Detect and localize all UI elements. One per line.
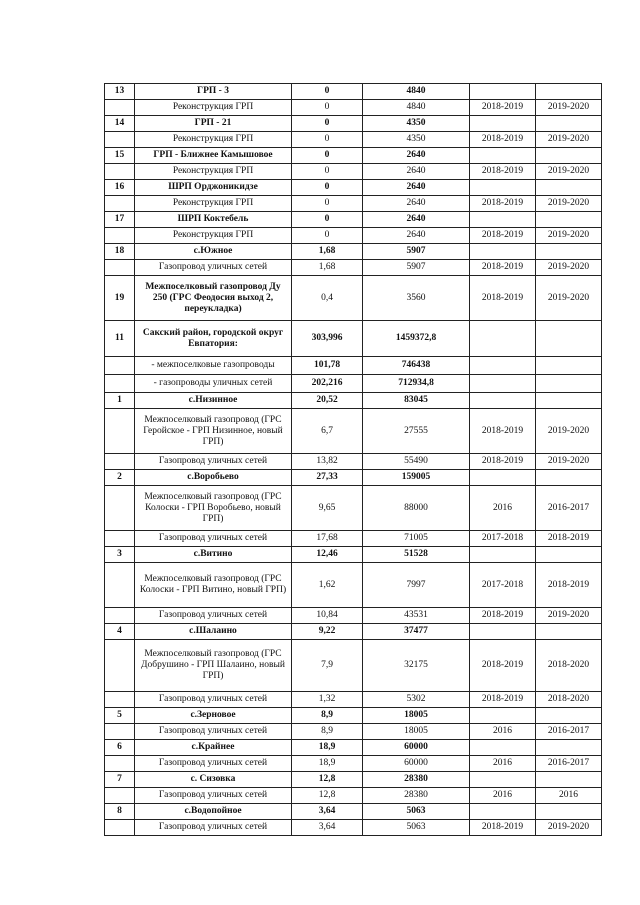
table-row <box>105 180 602 196</box>
row-number-cell <box>105 375 135 393</box>
table-row <box>105 116 602 132</box>
design-years-cell: 2018-2019 <box>470 228 536 244</box>
design-years-cell: 2018-2019 <box>470 196 536 212</box>
object-name-cell: Газопровод уличных сетей <box>135 454 292 470</box>
cost-cell: 4350 <box>363 116 470 132</box>
table-row <box>105 624 602 640</box>
length-km-cell: 12,46 <box>292 547 363 563</box>
row-number-cell <box>105 756 135 772</box>
table-row <box>105 740 602 756</box>
build-years-cell: 2016 <box>536 788 602 804</box>
design-years-cell <box>470 357 536 375</box>
length-km-cell: 0 <box>292 228 363 244</box>
design-years-cell: 2016 <box>470 788 536 804</box>
build-years-cell <box>536 321 602 357</box>
object-name-cell: с.Зерновое <box>135 708 292 724</box>
length-km-cell: 0 <box>292 212 363 228</box>
row-number-cell: 8 <box>105 804 135 820</box>
cost-cell: 5907 <box>363 244 470 260</box>
table-row <box>105 531 602 547</box>
design-years-cell <box>470 116 536 132</box>
build-years-cell <box>536 804 602 820</box>
design-years-cell: 2016 <box>470 486 536 531</box>
length-km-cell: 0 <box>292 132 363 148</box>
object-name-cell: ГРП - Ближнее Камышовое <box>135 148 292 164</box>
design-years-cell: 2018-2019 <box>470 164 536 180</box>
build-years-cell <box>536 547 602 563</box>
table-row <box>105 196 602 212</box>
row-number-cell <box>105 100 135 116</box>
object-name-cell: Сакский район, городской округ Евпатория: <box>135 321 292 357</box>
cost-cell: 28380 <box>363 772 470 788</box>
build-years-cell: 2019-2020 <box>536 454 602 470</box>
object-name-cell: с.Витино <box>135 547 292 563</box>
length-km-cell: 8,9 <box>292 724 363 740</box>
length-km-cell: 13,82 <box>292 454 363 470</box>
build-years-cell <box>536 244 602 260</box>
object-name-cell: Реконструкция ГРП <box>135 228 292 244</box>
cost-cell: 5907 <box>363 260 470 276</box>
row-number-cell: 3 <box>105 547 135 563</box>
table-row <box>105 100 602 116</box>
object-name-cell: ГРП - 3 <box>135 84 292 100</box>
table-row <box>105 804 602 820</box>
design-years-cell: 2018-2019 <box>470 260 536 276</box>
length-km-cell: 3,64 <box>292 804 363 820</box>
table-row <box>105 486 602 531</box>
table-row <box>105 547 602 563</box>
table-row <box>105 84 602 100</box>
cost-cell: 159005 <box>363 470 470 486</box>
cost-cell: 37477 <box>363 624 470 640</box>
cost-cell: 2640 <box>363 212 470 228</box>
design-years-cell: 2018-2019 <box>470 454 536 470</box>
row-number-cell <box>105 196 135 212</box>
length-km-cell: 202,216 <box>292 375 363 393</box>
length-km-cell: 1,68 <box>292 244 363 260</box>
design-years-cell <box>470 212 536 228</box>
object-name-cell: Реконструкция ГРП <box>135 164 292 180</box>
row-number-cell: 6 <box>105 740 135 756</box>
design-years-cell <box>470 393 536 409</box>
object-name-cell: с.Водопойное <box>135 804 292 820</box>
design-years-cell: 2017-2018 <box>470 531 536 547</box>
build-years-cell: 2018-2020 <box>536 640 602 692</box>
row-number-cell <box>105 531 135 547</box>
cost-cell: 5063 <box>363 820 470 836</box>
length-km-cell: 17,68 <box>292 531 363 547</box>
build-years-cell: 2019-2020 <box>536 820 602 836</box>
length-km-cell: 12,8 <box>292 772 363 788</box>
row-number-cell <box>105 164 135 180</box>
design-years-cell <box>470 321 536 357</box>
design-years-cell: 2017-2018 <box>470 563 536 608</box>
length-km-cell: 303,996 <box>292 321 363 357</box>
build-years-cell <box>536 148 602 164</box>
length-km-cell: 10,84 <box>292 608 363 624</box>
build-years-cell: 2018-2019 <box>536 563 602 608</box>
design-years-cell <box>470 244 536 260</box>
design-years-cell <box>470 148 536 164</box>
build-years-cell <box>536 624 602 640</box>
object-name-cell: ШРП Коктебель <box>135 212 292 228</box>
row-number-cell <box>105 409 135 454</box>
design-years-cell <box>470 547 536 563</box>
build-years-cell: 2019-2020 <box>536 608 602 624</box>
length-km-cell: 3,64 <box>292 820 363 836</box>
row-number-cell <box>105 563 135 608</box>
row-number-cell: 7 <box>105 772 135 788</box>
length-km-cell: 1,62 <box>292 563 363 608</box>
cost-cell: 7997 <box>363 563 470 608</box>
object-name-cell: Газопровод уличных сетей <box>135 788 292 804</box>
design-years-cell <box>470 804 536 820</box>
length-km-cell: 9,22 <box>292 624 363 640</box>
table-row <box>105 608 602 624</box>
build-years-cell: 2019-2020 <box>536 228 602 244</box>
cost-cell: 712934,8 <box>363 375 470 393</box>
row-number-cell <box>105 608 135 624</box>
object-name-cell: Реконструкция ГРП <box>135 100 292 116</box>
cost-cell: 2640 <box>363 196 470 212</box>
table-row <box>105 276 602 321</box>
row-number-cell: 11 <box>105 321 135 357</box>
design-years-cell <box>470 84 536 100</box>
table-row <box>105 820 602 836</box>
design-years-cell <box>470 772 536 788</box>
design-years-cell: 2016 <box>470 756 536 772</box>
build-years-cell: 2019-2020 <box>536 409 602 454</box>
length-km-cell: 0 <box>292 100 363 116</box>
cost-cell: 2640 <box>363 148 470 164</box>
build-years-cell <box>536 357 602 375</box>
build-years-cell <box>536 708 602 724</box>
object-name-cell: Межпоселковый газопровод (ГРС Добрушино - ГРП Шалаино, новый ГРП) <box>135 640 292 692</box>
design-years-cell: 2018-2019 <box>470 409 536 454</box>
design-years-cell: 2018-2019 <box>470 692 536 708</box>
length-km-cell: 1,32 <box>292 692 363 708</box>
table-row <box>105 375 602 393</box>
row-number-cell: 14 <box>105 116 135 132</box>
length-km-cell: 6,7 <box>292 409 363 454</box>
cost-cell: 88000 <box>363 486 470 531</box>
cost-cell: 27555 <box>363 409 470 454</box>
build-years-cell <box>536 772 602 788</box>
row-number-cell: 15 <box>105 148 135 164</box>
table-row <box>105 244 602 260</box>
object-name-cell: Межпоселковый газопровод Ду 250 (ГРС Феодосия выход 2, переукладка) <box>135 276 292 321</box>
design-years-cell <box>470 470 536 486</box>
cost-cell: 43531 <box>363 608 470 624</box>
design-years-cell: 2018-2019 <box>470 640 536 692</box>
cost-cell: 60000 <box>363 740 470 756</box>
row-number-cell <box>105 788 135 804</box>
build-years-cell: 2018-2019 <box>536 531 602 547</box>
length-km-cell: 0 <box>292 148 363 164</box>
object-name-cell: Реконструкция ГРП <box>135 132 292 148</box>
table-row <box>105 756 602 772</box>
build-years-cell: 2019-2020 <box>536 276 602 321</box>
build-years-cell: 2018-2020 <box>536 692 602 708</box>
table-row <box>105 640 602 692</box>
table-row <box>105 470 602 486</box>
object-name-cell: Газопровод уличных сетей <box>135 608 292 624</box>
cost-cell: 746438 <box>363 357 470 375</box>
table-row <box>105 563 602 608</box>
build-years-cell <box>536 116 602 132</box>
object-name-cell: Газопровод уличных сетей <box>135 692 292 708</box>
object-name-cell: с.Шалаино <box>135 624 292 640</box>
row-number-cell: 16 <box>105 180 135 196</box>
cost-cell: 28380 <box>363 788 470 804</box>
table-row <box>105 357 602 375</box>
gas-pipeline-table <box>104 83 602 836</box>
length-km-cell: 0 <box>292 196 363 212</box>
build-years-cell: 2019-2020 <box>536 100 602 116</box>
object-name-cell: ГРП - 21 <box>135 116 292 132</box>
cost-cell: 5302 <box>363 692 470 708</box>
table-row <box>105 772 602 788</box>
row-number-cell <box>105 454 135 470</box>
table-row <box>105 228 602 244</box>
length-km-cell: 0 <box>292 180 363 196</box>
object-name-cell: Межпоселковый газопровод (ГРС Колоски - ГРП Витино, новый ГРП) <box>135 563 292 608</box>
length-km-cell: 18,9 <box>292 740 363 756</box>
build-years-cell: 2016-2017 <box>536 486 602 531</box>
build-years-cell <box>536 740 602 756</box>
cost-cell: 1459372,8 <box>363 321 470 357</box>
length-km-cell: 8,9 <box>292 708 363 724</box>
design-years-cell <box>470 624 536 640</box>
cost-cell: 4350 <box>363 132 470 148</box>
design-years-cell: 2018-2019 <box>470 132 536 148</box>
cost-cell: 83045 <box>363 393 470 409</box>
length-km-cell: 0 <box>292 84 363 100</box>
design-years-cell: 2018-2019 <box>470 608 536 624</box>
design-years-cell <box>470 375 536 393</box>
table-row <box>105 260 602 276</box>
row-number-cell <box>105 260 135 276</box>
row-number-cell: 19 <box>105 276 135 321</box>
object-name-cell: Межпоселковый газопровод (ГРС Геройское - ГРП Низинное, новый ГРП) <box>135 409 292 454</box>
table-row <box>105 788 602 804</box>
object-name-cell: с.Воробьево <box>135 470 292 486</box>
table-row <box>105 321 602 357</box>
object-name-cell: с.Южное <box>135 244 292 260</box>
build-years-cell <box>536 375 602 393</box>
length-km-cell: 0 <box>292 164 363 180</box>
table-row <box>105 164 602 180</box>
design-years-cell <box>470 180 536 196</box>
row-number-cell: 5 <box>105 708 135 724</box>
row-number-cell <box>105 228 135 244</box>
row-number-cell: 17 <box>105 212 135 228</box>
cost-cell: 3560 <box>363 276 470 321</box>
object-name-cell: Газопровод уличных сетей <box>135 756 292 772</box>
object-name-cell: Реконструкция ГРП <box>135 196 292 212</box>
object-name-cell: с. Сизовка <box>135 772 292 788</box>
cost-cell: 4840 <box>363 84 470 100</box>
row-number-cell: 18 <box>105 244 135 260</box>
design-years-cell: 2018-2019 <box>470 276 536 321</box>
table-row <box>105 724 602 740</box>
build-years-cell: 2019-2020 <box>536 132 602 148</box>
cost-cell: 32175 <box>363 640 470 692</box>
build-years-cell <box>536 393 602 409</box>
cost-cell: 60000 <box>363 756 470 772</box>
object-name-cell: с.Низинное <box>135 393 292 409</box>
table-body <box>105 84 602 836</box>
build-years-cell: 2019-2020 <box>536 196 602 212</box>
row-number-cell <box>105 692 135 708</box>
row-number-cell: 2 <box>105 470 135 486</box>
object-name-cell: - межпоселковые газопроводы <box>135 357 292 375</box>
table-row <box>105 212 602 228</box>
build-years-cell <box>536 84 602 100</box>
row-number-cell: 4 <box>105 624 135 640</box>
object-name-cell: Газопровод уличных сетей <box>135 531 292 547</box>
length-km-cell: 101,78 <box>292 357 363 375</box>
length-km-cell: 12,8 <box>292 788 363 804</box>
length-km-cell: 18,9 <box>292 756 363 772</box>
object-name-cell: с.Крайнее <box>135 740 292 756</box>
object-name-cell: Газопровод уличных сетей <box>135 820 292 836</box>
cost-cell: 51528 <box>363 547 470 563</box>
object-name-cell: ШРП Орджоникидзе <box>135 180 292 196</box>
build-years-cell: 2016-2017 <box>536 756 602 772</box>
build-years-cell <box>536 212 602 228</box>
cost-cell: 5063 <box>363 804 470 820</box>
object-name-cell: - газопроводы уличных сетей <box>135 375 292 393</box>
cost-cell: 2640 <box>363 164 470 180</box>
design-years-cell: 2016 <box>470 724 536 740</box>
length-km-cell: 0,4 <box>292 276 363 321</box>
object-name-cell: Газопровод уличных сетей <box>135 724 292 740</box>
build-years-cell <box>536 180 602 196</box>
build-years-cell: 2016-2017 <box>536 724 602 740</box>
build-years-cell <box>536 470 602 486</box>
cost-cell: 18005 <box>363 724 470 740</box>
length-km-cell: 0 <box>292 116 363 132</box>
cost-cell: 71005 <box>363 531 470 547</box>
design-years-cell: 2018-2019 <box>470 100 536 116</box>
row-number-cell: 1 <box>105 393 135 409</box>
length-km-cell: 1,68 <box>292 260 363 276</box>
length-km-cell: 9,65 <box>292 486 363 531</box>
cost-cell: 4840 <box>363 100 470 116</box>
row-number-cell <box>105 132 135 148</box>
cost-cell: 55490 <box>363 454 470 470</box>
row-number-cell <box>105 640 135 692</box>
object-name-cell: Газопровод уличных сетей <box>135 260 292 276</box>
table-row <box>105 692 602 708</box>
row-number-cell <box>105 357 135 375</box>
design-years-cell <box>470 740 536 756</box>
build-years-cell: 2019-2020 <box>536 164 602 180</box>
table-row <box>105 409 602 454</box>
design-years-cell <box>470 708 536 724</box>
length-km-cell: 7,9 <box>292 640 363 692</box>
table-row <box>105 708 602 724</box>
table-row <box>105 454 602 470</box>
table-row <box>105 148 602 164</box>
build-years-cell: 2019-2020 <box>536 260 602 276</box>
object-name-cell: Межпоселковый газопровод (ГРС Колоски - ГРП Воробьево, новый ГРП) <box>135 486 292 531</box>
design-years-cell: 2018-2019 <box>470 820 536 836</box>
length-km-cell: 20,52 <box>292 393 363 409</box>
cost-cell: 2640 <box>363 180 470 196</box>
row-number-cell: 13 <box>105 84 135 100</box>
row-number-cell <box>105 820 135 836</box>
table-row <box>105 132 602 148</box>
length-km-cell: 27,33 <box>292 470 363 486</box>
row-number-cell <box>105 724 135 740</box>
cost-cell: 2640 <box>363 228 470 244</box>
cost-cell: 18005 <box>363 708 470 724</box>
table-row <box>105 393 602 409</box>
row-number-cell <box>105 486 135 531</box>
